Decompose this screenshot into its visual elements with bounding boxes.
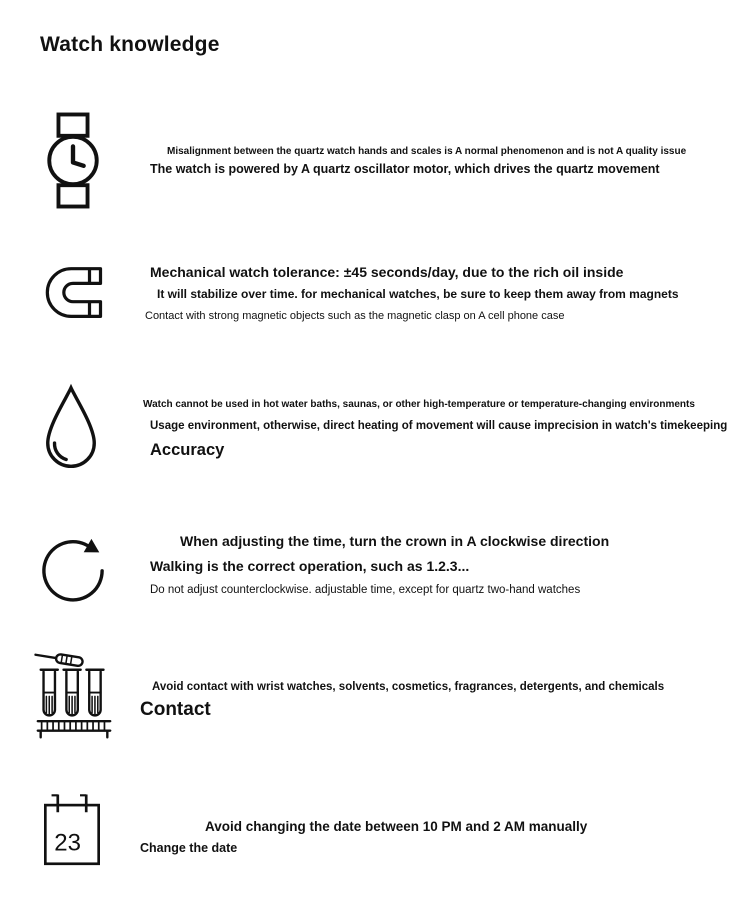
time-sub-line: Walking is the correct operation, such as 1.2.3... <box>150 558 470 574</box>
time-note-line: Do not adjust counterclockwise. adjustable time, except for quartz two-hand watches <box>150 584 581 596</box>
watch-icon <box>42 112 104 209</box>
quartz-note-line: Misalignment between the quartz watch hands and scales is A normal phenomenon and is not A quality issue <box>167 146 687 157</box>
calendar-day: 23 <box>54 829 81 857</box>
calendar-icon <box>40 789 104 871</box>
magnet-main-line: Mechanical watch tolerance: ±45 seconds/day, due to the rich oil inside <box>150 264 624 280</box>
contact-heading: Contact <box>140 699 211 720</box>
clockwise-arrow-icon <box>40 524 106 604</box>
accuracy-heading: Accuracy <box>150 441 225 459</box>
temperature-sub-line: Usage environment, otherwise, direct heating of movement will cause imprecision in watch's timekeeping <box>150 420 728 432</box>
page-title: Watch knowledge <box>40 33 220 56</box>
date-main-line: Avoid changing the date between 10 PM and 2 AM manually <box>205 819 588 834</box>
test-tubes-icon <box>34 645 114 744</box>
magnet-note-line: Contact with strong magnetic objects such as the magnetic clasp on A cell phone case <box>145 310 565 322</box>
magnet-icon <box>40 263 106 322</box>
water-drop-icon <box>40 383 102 476</box>
magnet-sub-line: It will stabilize over time. for mechanical watches, be sure to keep them away from magnets <box>157 287 679 301</box>
chemical-note-line: Avoid contact with wrist watches, solvents, cosmetics, fragrances, detergents, and chemicals <box>152 681 665 693</box>
quartz-main-line: The watch is powered by A quartz oscillator motor, which drives the quartz movement <box>150 162 660 176</box>
date-sub-line: Change the date <box>140 841 238 855</box>
time-main-line: When adjusting the time, turn the crown in A clockwise direction <box>180 533 610 549</box>
temperature-note-line: Watch cannot be used in hot water baths, saunas, or other high-temperature or temperature-changing environments <box>143 399 695 410</box>
